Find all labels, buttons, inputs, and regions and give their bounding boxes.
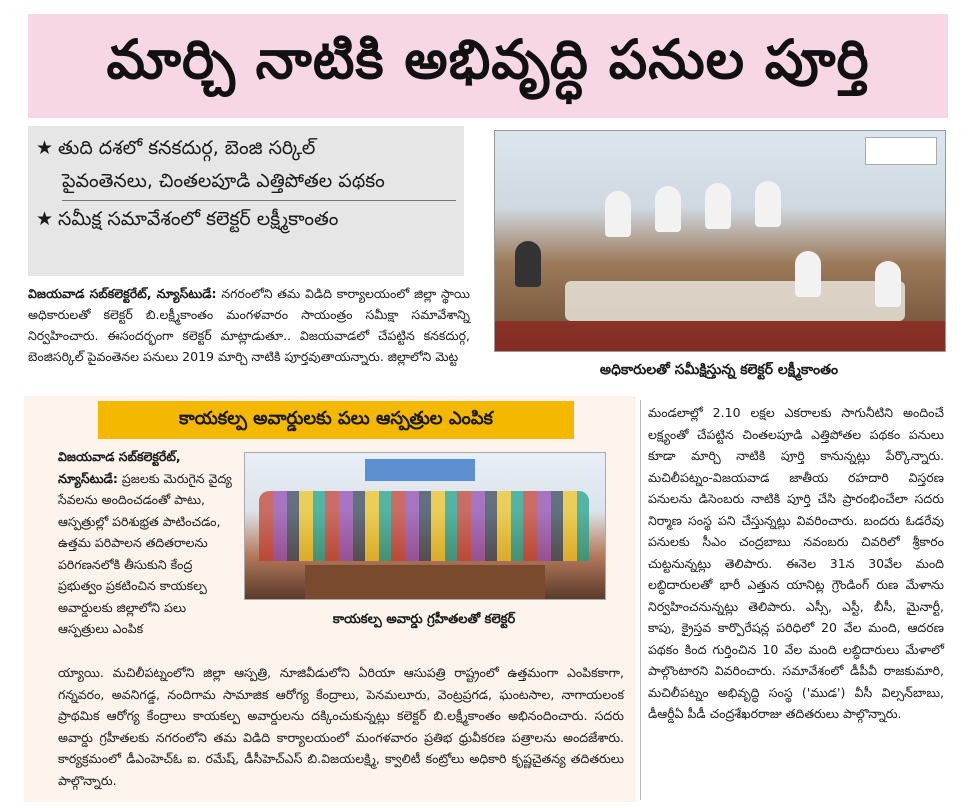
award-article-bottom: య్యాయి. మచిలీపట్నంలోని జిల్లా ఆస్పత్రి, నూజివీడులోని ఏరియా ఆసుపత్రి రాష్ట్రంలో ఉత్తమంగా ఎంపికకాగా, గన్నవరం, అవనిగడ్డ, నందిగామ సామాజిక ఆరోగ్య కేంద్రాలు, పెనమలూరు, వెంట్రప్రగడ, ఘంటసాల, నాగాయలంక ప్రాథమిక ఆరోగ్య కేంద్రాలు కాయకల్ప అవార్డులను దక్కించుకున్నట్లు కలెక్టర్ బి.లక్ష్మీకాంతం అభినందించారు. సదరు అవార్డు గ్రహీతలకు నగరంలోని తమ విడిది కార్యాలయంలో మంగళవారం ప్రతిభ ధ్రువీకరణ పత్రాలను అందజేశారు. కార్యక్రమంలో డీఎంహెచ్‌ఓ ఐ. రమేష్, డీసీహెచ్‌ఎస్ బి.విజయలక్ష్మి, క్వాలిటీ కంట్రోలు అధికారి కృష్ణచైతన్య తదితరులు పాల్గొన్నారు.	[58, 665, 624, 788]
dateline: విజయవాడ సబ్‌కలెక్టరేట్, న్యూస్‌టుడే:	[28, 286, 217, 301]
headline-banner	[28, 14, 948, 118]
photo-caption: అధికారులతో సమీక్షిస్తున్న కలెక్టర్ లక్ష్మీకాంతం	[599, 362, 839, 378]
award-photo	[244, 452, 606, 600]
subhead-3: ★ సమీక్ష సమావేశంలో కలెక్టర్ లక్ష్మీకాంతం	[36, 203, 456, 236]
article-body: విజయవాడ సబ్‌కలెక్టరేట్, న్యూస్‌టుడే: నగరంలోని తమ విడిది కార్యాలయంలో జిల్లా స్థాయి అధికారులతో కలెక్టర్ బి.లక్ష్మీకాంతం మంగళవారం సాయంత్రం సమీక్షా సమావేశాన్ని నిర్వహించారు. ఈసందర్భంగా కలెక్టర్ మాట్లాడుతూ.. విజయవాడలో చేపట్టిన కనకదుర్గ, బెంజిసర్కిల్ పైవంతెనల పనులు 2019 మార్చి నాటికి పూర్తవుతాయన్నారు. జిల్లాలోని మెట్ట	[28, 286, 470, 364]
divider	[62, 200, 456, 201]
award-article-side: విజయవాడ సబ్‌కలెక్టరేట్, న్యూస్‌టుడే: ప్రజలకు మెరుగైన వైద్య సేవలను అందించడంతో పాటు, ఆస్పత్రుల్లో పరిశుభ్రత పాటించడం, ఉత్తమ పరిపాలన తదితరాలను పరిగణనలోకి తీసుకుని కేంద్ర ప్రభుత్వం ప్రకటించిన కాయకల్ప అవార్డులకు జిల్లాలోని పలు ఆస్పత్రులు ఎంపిక	[58, 449, 232, 636]
star-icon: ★	[36, 137, 54, 159]
star-icon: ★	[36, 208, 54, 230]
award-headline-box	[98, 401, 574, 439]
meeting-photo	[494, 130, 946, 352]
dateline: విజయవాడ సబ్‌కలెక్టరేట్, న్యూస్‌టుడే:	[58, 449, 181, 486]
column-divider	[640, 400, 641, 800]
subheads-box	[28, 126, 464, 276]
subhead-1: ★ తుది దశలో కనకదుర్గ, బెంజి సర్కిల్	[36, 132, 456, 165]
headline: మార్చి నాటికి అభివృద్ధి పనుల పూర్తి	[106, 27, 870, 91]
photo-caption: కాయకల్ప అవార్డు గ్రహీతలతో కలెక్టర్	[332, 612, 516, 627]
subhead-2: పైవంతెనలు, చింతలపూడి ఎత్తిపోతల పథకం	[62, 170, 385, 192]
award-headline: కాయకల్ప అవార్డులకు పలు ఆస్పత్రుల ఎంపిక	[179, 407, 493, 429]
right-column-text: మండలాల్లో 2.10 లక్షల ఎకరాలకు సాగునీటిని అందించే లక్ష్యంతో చేపట్టిన చింతలపూడి ఎత్తిపోతల పథకం పనులు కూడా మార్చి నాటికి పూర్తి కానున్నట్లు పేర్కొన్నారు. మచిలీపట్నం-విజయవాడ జాతీయ రహదారి విస్తరణ పనులను డిసెంబరు నాటికి పూర్తి చేసి ప్రారంభించేలా సదరు నిర్మాణ సంస్థ పని చేస్తున్నట్లు వివరించారు. బందరు ఓడరేవు పనులకు సీఎం చంద్రబాబు నవంబరు చివరిలో శ్రీకారం చుట్టనున్నట్లు తెలిపారు. ఈనెల 31న 30వేల మంది లబ్ధిదారులతో భారీ ఎత్తున యానిట్ల గ్రౌండింగ్ రుణ మేళాను నిర్వహించనున్నట్లు తెలిపారు. ఎస్సీ, ఎస్టీ, బీసీ, మైనార్టీ, కాపు, క్రైస్తవ కార్పొరేషన్ల పరిధిలో 20 వేల మంది, ఆదరణ పథకం కింద గుర్తించిన 10 వేల మంది లబ్ధిదారులు మేళాలో పాల్గొంటారని వివరించారు. సమావేశంలో డీపీవీ రాజకుమారి, మచిలీపట్నం అభివృద్ధి సంస్థ ('ముడ') వీసీ విల్సన్‌బాబు, డీఆర్డీఏ పీడీ చంద్రశేఖరరాజు తదితరులు పాల్గొన్నారు.	[648, 405, 944, 721]
